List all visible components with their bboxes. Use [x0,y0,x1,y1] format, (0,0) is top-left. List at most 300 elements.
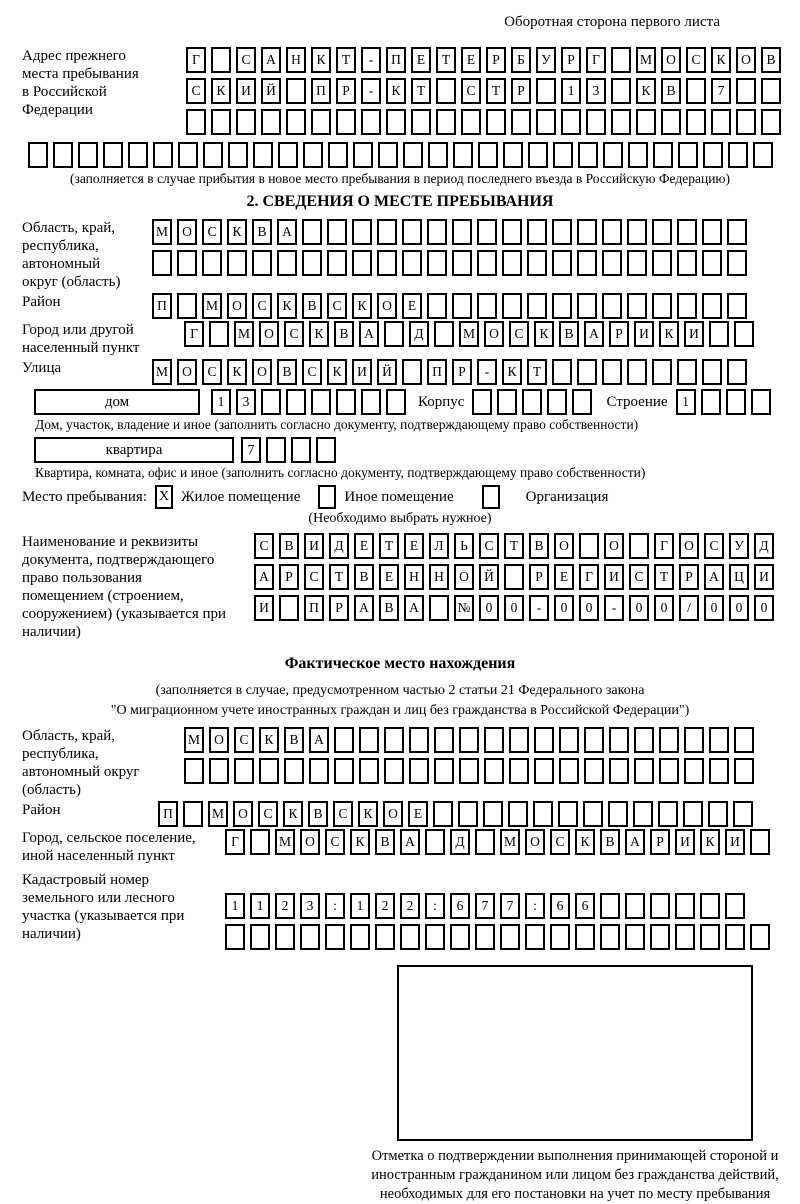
char-cell: О [554,533,574,559]
char-cell [300,924,320,950]
char-cell: В [375,829,395,855]
char-cell [234,758,254,784]
char-cell [384,758,404,784]
char-cell [277,250,297,276]
dom-note: Дом, участок, владение и иное (заполнить согласно документу, подтверждающему право собственности) [35,417,639,432]
char-cell [602,219,622,245]
char-cell [504,564,524,590]
char-cell [411,109,431,135]
char-cell [583,801,603,827]
char-cell [402,250,422,276]
char-cell: О [484,321,504,347]
dom-box: дом [34,389,200,415]
char-cell [427,250,447,276]
char-cell [677,293,697,319]
char-cell: О [661,47,681,73]
char-cell [602,293,622,319]
char-cell: С [258,801,278,827]
char-cell: Р [650,829,670,855]
char-cell [252,250,272,276]
oblast-block [22,219,778,291]
char-cell [359,727,379,753]
prev-address-label: Адрес прежнего места пребывания в Российской Федерации [22,48,139,118]
char-cell [677,359,697,385]
char-cell [625,924,645,950]
char-cell: В [661,78,681,104]
char-cell [78,142,98,168]
char-cell [436,109,456,135]
char-cell: Р [452,359,472,385]
char-cell [352,250,372,276]
char-cell [386,389,406,415]
char-cell [261,389,281,415]
char-cell: Т [486,78,506,104]
char-cell [450,924,470,950]
char-cell [577,250,597,276]
char-cell [675,893,695,919]
char-cell [361,389,381,415]
char-cell [483,801,503,827]
char-cell [425,924,445,950]
char-cell: О [209,727,229,753]
char-cell: К [386,78,406,104]
char-cell: 0 [704,595,724,621]
char-cell: С [202,219,222,245]
char-cell: В [284,727,304,753]
char-cell [28,142,48,168]
char-cell [611,78,631,104]
char-cell [652,250,672,276]
char-cell [761,109,781,135]
char-cell: Т [527,359,547,385]
char-cell [709,758,729,784]
char-cell: К [227,219,247,245]
kvartira-row [22,437,778,463]
char-cell: Р [329,595,349,621]
char-cell: О [454,564,474,590]
char-cell [552,219,572,245]
char-cell: Т [411,78,431,104]
char-cell [533,801,553,827]
char-cell [250,829,270,855]
char-cell [377,219,397,245]
char-cell: Т [654,564,674,590]
factual-oblast-label: Область, край, республика, автономный округ (область) [22,728,140,798]
char-cell: В [379,595,399,621]
factual-note-line2: "О миграционном учете иностранных граждан и лиц без гражданства в Российской Федерации") [110,703,690,718]
char-cell: А [309,727,329,753]
char-cell: Д [409,321,429,347]
char-cell [472,389,492,415]
char-cell [586,109,606,135]
char-cell: 0 [654,595,674,621]
char-cell [527,250,547,276]
char-cell [677,219,697,245]
char-cell [227,250,247,276]
char-cell [484,727,504,753]
char-cell: О [383,801,403,827]
char-cell: О [377,293,397,319]
char-cell [577,219,597,245]
char-cell: К [211,78,231,104]
char-cell [572,389,592,415]
char-cell [427,293,447,319]
char-cell [728,142,748,168]
char-cell: 1 [211,389,231,415]
ulitsa-block [22,359,778,385]
char-cell: В [600,829,620,855]
char-cell [336,109,356,135]
char-cell: С [333,801,353,827]
char-cell: С [254,533,274,559]
char-cell [209,321,229,347]
char-cell [209,758,229,784]
char-cell [402,359,422,385]
char-cell: Л [429,533,449,559]
char-cell [400,924,420,950]
char-cell [536,109,556,135]
char-cell: И [254,595,274,621]
char-cell: О [227,293,247,319]
char-cell [184,758,204,784]
char-cell: И [604,564,624,590]
char-cell [602,359,622,385]
kvartira-box: квартира [34,437,234,463]
char-cell [634,727,654,753]
char-cell: М [202,293,222,319]
char-cell: А [359,321,379,347]
char-cell: Р [336,78,356,104]
char-cell [253,142,273,168]
char-cell-row [186,47,781,73]
char-cell [103,142,123,168]
char-cell-row [472,389,592,415]
factual-gorod-block [22,829,778,865]
char-cell [153,142,173,168]
char-cell-row [186,78,781,104]
char-cell [511,109,531,135]
char-cell: П [311,78,331,104]
char-cell [552,250,572,276]
char-cell: № [454,595,474,621]
char-cell: С [202,359,222,385]
char-cell [433,801,453,827]
char-cell: О [259,321,279,347]
document-block [22,533,778,641]
char-cell-row [241,437,336,463]
char-cell [53,142,73,168]
char-cell: М [500,829,520,855]
char-cell: Р [679,564,699,590]
char-cell: Е [402,293,422,319]
char-cell [278,142,298,168]
char-cell [634,758,654,784]
char-cell [384,321,404,347]
char-cell [434,758,454,784]
char-cell: Г [579,564,599,590]
char-cell: 3 [586,78,606,104]
char-cell [736,78,756,104]
char-cell [734,758,754,784]
char-cell [428,142,448,168]
char-cell [409,727,429,753]
checkbox-organizatsiya [482,485,500,509]
char-cell [327,250,347,276]
char-cell [536,78,556,104]
char-cell [600,924,620,950]
char-cell: С [704,533,724,559]
char-cell: С [509,321,529,347]
char-cell: Т [504,533,524,559]
char-cell: 1 [225,893,245,919]
char-cell: К [700,829,720,855]
char-cell: К [259,727,279,753]
char-cell: А [584,321,604,347]
char-cell: С [325,829,345,855]
char-cell [577,359,597,385]
char-cell [386,109,406,135]
char-cell: М [152,359,172,385]
char-cell: К [277,293,297,319]
prev-address-rows [186,47,781,140]
char-cell [352,219,372,245]
char-cell [727,250,747,276]
char-cell: М [459,321,479,347]
char-cell: К [502,359,522,385]
char-cell [675,924,695,950]
char-cell [434,321,454,347]
char-cell: И [634,321,654,347]
char-cell [659,727,679,753]
checkbox-inoe [318,485,336,509]
char-cell [702,250,722,276]
char-cell: С [304,564,324,590]
char-cell: 7 [241,437,261,463]
char-cell [259,758,279,784]
char-cell: К [534,321,554,347]
char-cell [659,758,679,784]
char-cell-row [152,250,747,276]
char-cell: 7 [500,893,520,919]
char-cell [378,142,398,168]
char-cell: 3 [300,893,320,919]
char-cell: О [525,829,545,855]
gorod-label: Город или другой населенный пункт [22,322,140,356]
char-cell-row [225,893,770,919]
char-cell: 6 [575,893,595,919]
char-cell: 1 [350,893,370,919]
char-cell: В [277,359,297,385]
char-cell [703,142,723,168]
char-cell [702,359,722,385]
char-cell: Й [377,359,397,385]
char-cell: М [184,727,204,753]
char-cell [726,389,746,415]
char-cell [727,359,747,385]
char-cell-row [184,727,754,753]
char-cell [502,219,522,245]
char-cell [177,293,197,319]
char-cell-row [676,389,771,415]
char-cell: 0 [504,595,524,621]
char-cell: Н [404,564,424,590]
char-cell: С [327,293,347,319]
char-cell: Р [511,78,531,104]
char-cell: С [252,293,272,319]
char-cell [552,359,572,385]
char-cell: О [177,219,197,245]
char-cell [534,758,554,784]
char-cell [709,727,729,753]
char-cell [334,727,354,753]
kadastr-block [22,871,778,955]
char-cell: А [400,829,420,855]
char-cell: Н [429,564,449,590]
char-cell [183,801,203,827]
factual-oblast-block [22,727,778,799]
char-cell [477,293,497,319]
char-cell: 7 [711,78,731,104]
char-cell [316,437,336,463]
char-cell [561,109,581,135]
char-cell [436,78,456,104]
char-cell [403,142,423,168]
char-cell-row [158,801,753,827]
char-cell [608,801,628,827]
raion-label: Район [22,294,61,310]
char-cell: К [350,829,370,855]
char-cell [309,758,329,784]
char-cell [652,219,672,245]
char-cell [477,250,497,276]
char-cell: 2 [275,893,295,919]
char-cell: 0 [579,595,599,621]
char-cell [453,142,473,168]
char-cell [266,437,286,463]
char-cell: Ь [454,533,474,559]
char-cell: П [427,359,447,385]
mesto-row [22,485,778,509]
char-cell [458,801,478,827]
char-cell [750,924,770,950]
option-zhiloe-label: Жилое помещение [181,488,301,505]
char-cell [484,758,504,784]
checkbox-zhiloe: X [155,485,173,509]
char-cell [686,109,706,135]
char-cell: В [529,533,549,559]
char-cell [477,219,497,245]
char-cell [584,727,604,753]
char-cell: 2 [400,893,420,919]
char-cell-row [254,595,774,621]
char-cell: В [559,321,579,347]
char-cell [203,142,223,168]
char-cell: С [302,359,322,385]
char-cell: М [208,801,228,827]
char-cell-row [225,829,770,855]
char-cell [609,758,629,784]
char-cell: И [304,533,324,559]
char-cell: И [725,829,745,855]
char-cell [452,219,472,245]
stamp-box [397,965,753,1141]
char-cell [211,47,231,73]
char-cell: С [461,78,481,104]
char-cell [497,389,517,415]
option-inoe-label: Иное помещение [344,488,454,505]
char-cell: В [302,293,322,319]
char-cell: - [477,359,497,385]
char-cell: Г [184,321,204,347]
char-cell: 0 [554,595,574,621]
char-cell [575,924,595,950]
char-cell: 6 [550,893,570,919]
char-cell [178,142,198,168]
char-cell: С [550,829,570,855]
char-cell [475,924,495,950]
char-cell [353,142,373,168]
char-cell [377,250,397,276]
factual-note-line1: (заполняется в случае, предусмотренном частью 2 статьи 21 Федерального закона [155,683,645,698]
char-cell: - [361,78,381,104]
kvartira-note: Квартира, комната, офис и иное (заполнить согласно документу, подтверждающему право собственности) [35,465,646,480]
char-cell: К [227,359,247,385]
char-cell-row [184,758,754,784]
char-cell: Т [436,47,456,73]
char-cell: Е [354,533,374,559]
char-cell: А [254,564,274,590]
char-cell: Е [379,564,399,590]
char-cell [711,109,731,135]
char-cell: - [529,595,549,621]
char-cell [627,359,647,385]
factual-note [22,681,778,721]
char-cell [500,924,520,950]
char-cell [527,219,547,245]
char-cell [461,109,481,135]
char-cell: И [675,829,695,855]
char-cell: У [729,533,749,559]
factual-raion-block [22,801,778,827]
char-cell [733,801,753,827]
char-cell: Т [329,564,349,590]
char-cell: Р [279,564,299,590]
char-cell: К [636,78,656,104]
char-cell: А [277,219,297,245]
char-cell [452,293,472,319]
char-cell [286,109,306,135]
char-cell [311,109,331,135]
char-cell [633,801,653,827]
char-cell [751,389,771,415]
char-cell [325,924,345,950]
factual-title: Фактическое место нахождения [284,655,516,672]
char-cell [502,293,522,319]
char-cell [225,924,245,950]
char-cell: Р [609,321,629,347]
char-cell: И [684,321,704,347]
char-cell [602,250,622,276]
char-cell: В [279,533,299,559]
char-cell [459,758,479,784]
char-cell [727,219,747,245]
char-cell [700,893,720,919]
char-cell [128,142,148,168]
char-cell [328,142,348,168]
char-cell [653,142,673,168]
char-cell: С [284,321,304,347]
char-cell [761,78,781,104]
